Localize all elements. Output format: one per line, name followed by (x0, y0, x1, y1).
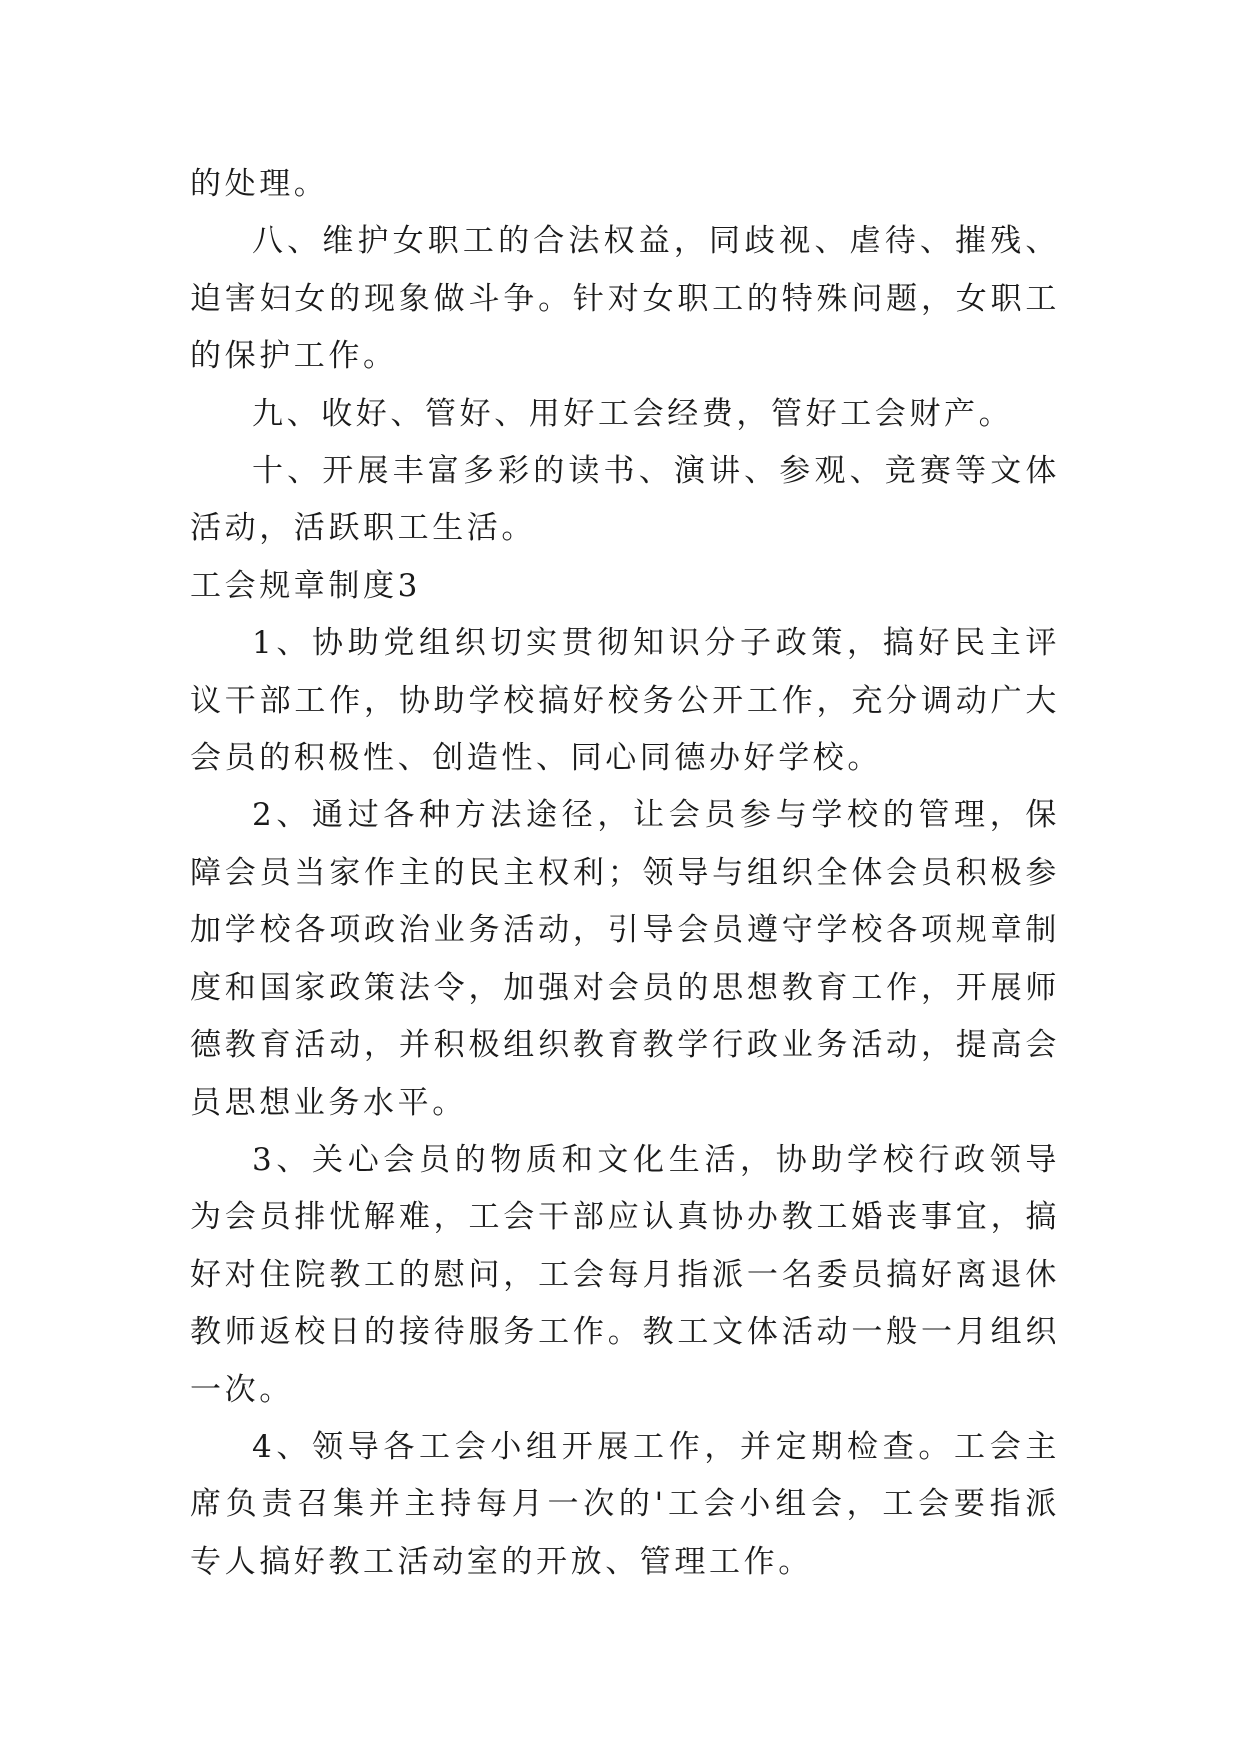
paragraph-rule-4: 4、领导各工会小组开展工作，并定期检查。工会主席负责召集并主持每月一次的'工会小组会，工会要指派专人搞好教工活动室的开放、管理工作。 (190, 1428, 1060, 1580)
paragraph-rule-3: 3、关心会员的物质和文化生活，协助学校行政领导为会员排忧解难，工会干部应认真协办教工婚丧事宜，搞好对住院教工的慰问，工会每月指派一名委员搞好离退休教师返校日的接待服务工作。教工文体活动一般一月组织一次。 (190, 1141, 1060, 1408)
section-heading: 工会规章制度3 (190, 567, 421, 604)
paragraph-rule-2: 2、通过各种方法途径，让会员参与学校的管理，保障会员当家作主的民主权利；领导与组织全体会员积极参加学校各项政治业务活动，引导会员遵守学校各项规章制度和国家政策法令，加强对会员的思想教育工作，开展师德教育活动，并积极组织教育教学行政业务活动，提高会员思想业务水平。 (190, 797, 1060, 1121)
paragraph-continuation: 的处理。 (190, 166, 329, 202)
paragraph-item-8: 八、维护女职工的合法权益，同歧视、虐待、摧残、迫害妇女的现象做斗争。针对女职工的特殊问题，女职工的保护工作。 (190, 223, 1060, 375)
paragraph-item-10: 十、开展丰富多彩的读书、演讲、参观、竞赛等文体活动，活跃职工生活。 (190, 453, 1060, 547)
paragraph-item-9: 九、收好、管好、用好工会经费，管好工会财产。 (252, 395, 1014, 432)
document-body (190, 156, 1060, 1591)
paragraph-rule-1: 1、协助党组织切实贯彻知识分子政策，搞好民主评议干部工作，协助学校搞好校务公开工作，充分调动广大会员的积极性、创造性、同心同德办好学校。 (190, 625, 1060, 777)
